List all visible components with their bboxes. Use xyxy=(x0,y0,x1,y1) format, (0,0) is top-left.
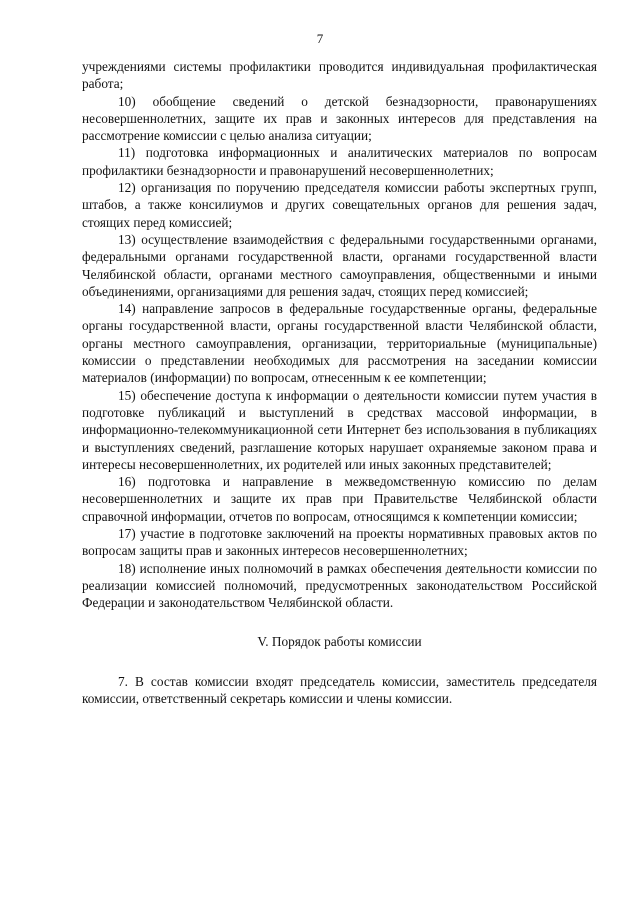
paragraph: 15) обеспечение доступа к информации о деятельности комиссии путем участия в подготовке публикаций и выступлений в средствах массовой информации, в информационно-телекоммуникационной сети Интернет без использования в публикациях и выступлениях сведений, разглашение которых нарушает охраняемые законом права и интересы несовершеннолетних, их родителей или иных законных представителей; xyxy=(82,387,597,472)
paragraph: 12) организация по поручению председателя комиссии работы экспертных групп, штабов, а также консилиумов и других совещательных органов для решения задач, стоящих перед комиссией; xyxy=(82,180,597,230)
page-number: 7 xyxy=(316,31,324,46)
paragraph: 13) осуществление взаимодействия с федеральными государственными органами, федеральными органами государственной власти, органами государственной власти Челябинской области, органами местного самоуправления, общественными и иными объединениями, организациями для решения задач, стоящих перед комиссией; xyxy=(82,231,597,299)
paragraph: 17) участие в подготовке заключений на проекты нормативных правовых актов по вопросам защиты прав и законных интересов несовершеннолетних; xyxy=(82,526,597,559)
paragraphs-after-heading xyxy=(82,673,597,708)
paragraph: 18) исполнение иных полномочий в рамках обеспечения деятельности комиссии по реализации комиссией полномочий, предусмотренных законодательством Российской Федерации и законодательством Челябинской области. xyxy=(82,560,597,611)
section-heading: V. Порядок работы комиссии xyxy=(257,633,422,649)
paragraph: 10) обобщение сведений о детской безнадзорности, правонарушениях несовершеннолетних, защите их прав и законных интересов для представления на рассмотрение комиссии с целью анализа ситуации; xyxy=(82,93,597,144)
paragraph: 16) подготовка и направление в межведомственную комиссию по делам несовершеннолетних и защите их прав при Правительстве Челябинской области справочной информации, отчетов по вопросам, относящимся к компетенции комиссии; xyxy=(82,474,597,524)
paragraphs-before-heading xyxy=(82,58,597,612)
paragraph: 14) направление запросов в федеральные государственные органы, федеральные органы государственной власти, органы государственной власти Челябинской области, органы местного самоуправления, организации, территориальные (муниципальные) комиссии о представлении необходимых для рассмотрения на заседании комиссии материалов (информации) по вопросам, отнесенным к ее компетенции; xyxy=(82,301,597,386)
paragraph: 11) подготовка информационных и аналитических материалов по вопросам профилактики безнадзорности и правонарушений несовершеннолетних; xyxy=(82,145,597,178)
paragraph: 7. В состав комиссии входят председатель комиссии, заместитель председателя комиссии, ответственный секретарь комиссии и члены комиссии. xyxy=(82,673,597,707)
paragraph: учреждениями системы профилактики проводится индивидуальная профилактическая работа; xyxy=(82,59,597,92)
document-body xyxy=(82,58,597,707)
